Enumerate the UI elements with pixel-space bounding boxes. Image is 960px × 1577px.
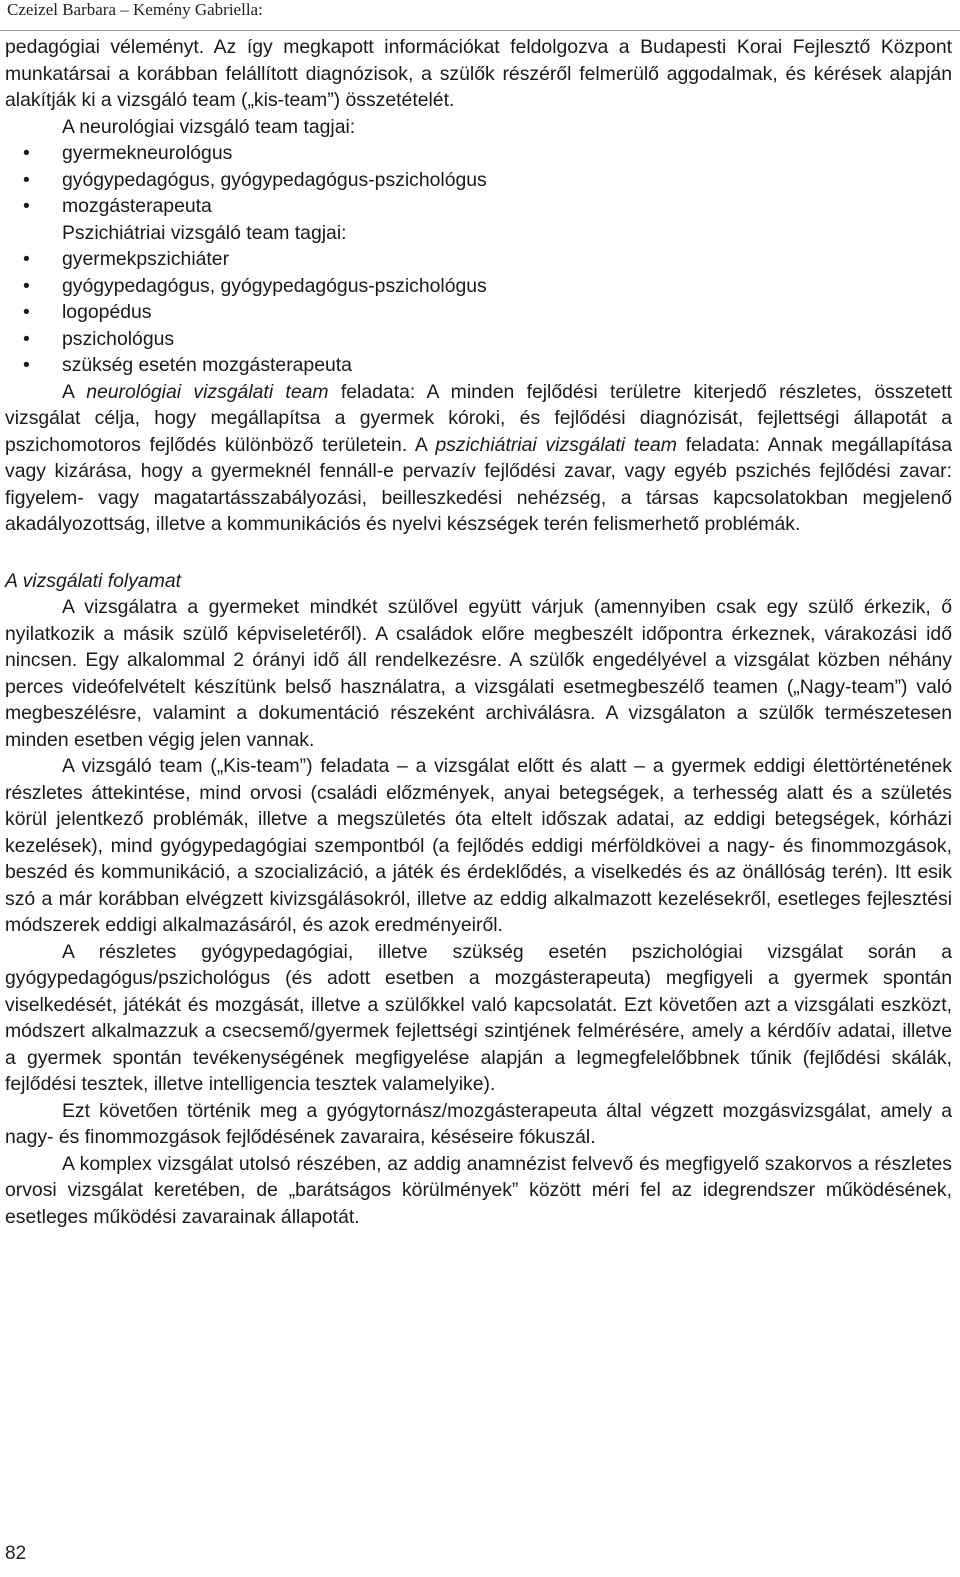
list-item: • szükség esetén mozgásterapeuta — [5, 352, 952, 379]
body-paragraph: A részletes gyógypedagógiai, illetve szükség esetén pszichológiai vizsgálat során a gyógypedagógus/pszichológus (és adott esetben a mozgásterapeuta) megfigyeli a gyermek spontán viselkedését, játékát és mozgását, illetve a szülőkkel való kapcsolatát. Ezt követően azt a vizsgálati eszközt, módszert alkalmazzuk a csecsemő/gyermek fejlettségi szintjének felmérésére, amely a kérdőív adatai, illetve a gyermek spontán tevékenységének megfigyelése alapján a legmegfelelőbbnek tűnik (fejlődési skálák, fejlődési tesztek, illetve intelligencia tesztek valamelyike). — [5, 940, 952, 1095]
list-item: • gyógypedagógus, gyógypedagógus-pszichológus — [5, 273, 952, 300]
psych-team-label: Pszichiátriai vizsgáló team tagjai: — [62, 221, 347, 244]
bullet-icon: • — [23, 301, 30, 323]
list-item: • gyógypedagógus, gyógypedagógus-pszichológus — [5, 167, 952, 194]
neuro-team-term: neurológiai vizsgálati team — [86, 380, 329, 403]
bullet-icon: • — [23, 274, 30, 297]
list-item: • logopédus — [5, 299, 952, 326]
list-item: • mozgásterapeuta — [5, 193, 952, 220]
page-body — [5, 34, 952, 1230]
section-heading: A vizsgálati folyamat — [5, 569, 182, 592]
intro-paragraph: pedagógiai véleményt. Az így megkapott információkat feldolgozva a Budapesti Korai Fejlesztő Központ munkatársai a korábban felállított diagnózisok, a szülők részéről felmerülő aggodalmak, és kérések alapján alakítják ki a vizsgáló team („kis-team”) összetételét. — [5, 36, 952, 111]
bullet-icon: • — [23, 195, 30, 217]
psych-team-list — [5, 246, 952, 379]
bullet-icon: • — [23, 142, 30, 164]
list-item: • gyermekpszichiáter — [5, 246, 952, 273]
team-tasks-paragraph: A neurológiai vizsgálati team feladata: A minden fejlődési területre kiterjedő részletes, összetett vizsgálat célja, hogy megállapítsa a gyermek kóroki, és fejlődési diagnózisát, fejlettségi állapotát a pszichomotoros fejlődés különböző területein. A pszichiátriai vizsgálati team feladata: Annak megállapítása vagy kizárása, hogy a gyermeknél fennáll-e pervazív fejlődési zavar, vagy egyéb pszichés fejlődési zavar: figyelem- vagy magatartásszabályozási, beilleszkedési nehézség, a társas kapcsolatokban megjelenő akadályozottság, illetve a kommunikációs és nyelvi készségek terén felismerhető problémák. — [5, 380, 952, 535]
page-number: 82 — [5, 1543, 27, 1564]
body-paragraph: A komplex vizsgálat utolsó részében, az addig anamnézist felvevő és megfigyelő szakorvos a részletes orvosi vizsgálat keretében, de „barátságos körülmények” között méri fel az idegrendszer működésének, esetleges működési zavarainak állapotát. — [5, 1152, 952, 1228]
list-item: • pszichológus — [5, 326, 952, 353]
body-paragraph: A vizsgálatra a gyermeket mindkét szülővel együtt várjuk (amennyiben csak egy szülő érkezik, ő nyilatkozik a másik szülő képviseletéről). A családok előre megbeszélt időpontra érkeznek, várakozási idő nincsen. Egy alkalommal 2 órányi idő áll rendelkezésre. A szülők engedélyével a vizsgálat közben néhány perces videófelvételt készítünk belső használatra, a vizsgálati esetmegbeszélő teamen („Nagy-team”) való megbeszélésre, valamint a dokumentáció részeként archiválásra. A vizsgálaton a szülők természetesen minden esetben végig jelen vannak. — [5, 596, 952, 751]
bullet-icon: • — [23, 248, 30, 270]
body-paragraph: Ezt követően történik meg a gyógytornász/mozgásterapeuta által végzett mozgásvizsgálat, amely a nagy- és finommozgások fejlődésének zavaraira, késéseire fókuszál. — [5, 1099, 952, 1148]
list-item: • gyermekneurológus — [5, 140, 952, 167]
neuro-team-label: A neurológiai vizsgáló team tagjai: — [62, 115, 356, 138]
psych-team-term: pszichiátriai vizsgálati team — [435, 433, 677, 456]
running-header: Czeizel Barbara – Kemény Gabriella: — [7, 0, 263, 19]
neuro-team-list — [5, 140, 952, 220]
body-paragraph: A vizsgáló team („Kis-team”) feladata – a vizsgálat előtt és alatt – a gyermek eddigi élettörténetének részletes áttekintése, mind orvosi (családi előzmények, anyai betegségek, a terhesség alatt és a születés körül jelentkező problémák, illetve a megszületés óta eltelt időszak adatai, az eddigi betegségek, kórházi kezelések), mind gyógypedagógiai szempontból (a fejlődés eddigi mérföldkövei a nagy- és finommozgások, beszéd és kommunikáció, a szocializáció, a játék és érdeklődés, a viselkedés és az önállóság terén). Itt esik szó a már korábban elvégzett kivizsgálásokról, illetve az eddig alkalmazott kezelésekről, esetleges fejlesztési módszerek eddigi alkalmazásáról, és azok eredményeiről. — [5, 755, 952, 936]
header-divider — [0, 30, 960, 31]
bullet-icon: • — [23, 168, 30, 191]
bullet-icon: • — [23, 354, 30, 376]
bullet-icon: • — [23, 327, 30, 350]
